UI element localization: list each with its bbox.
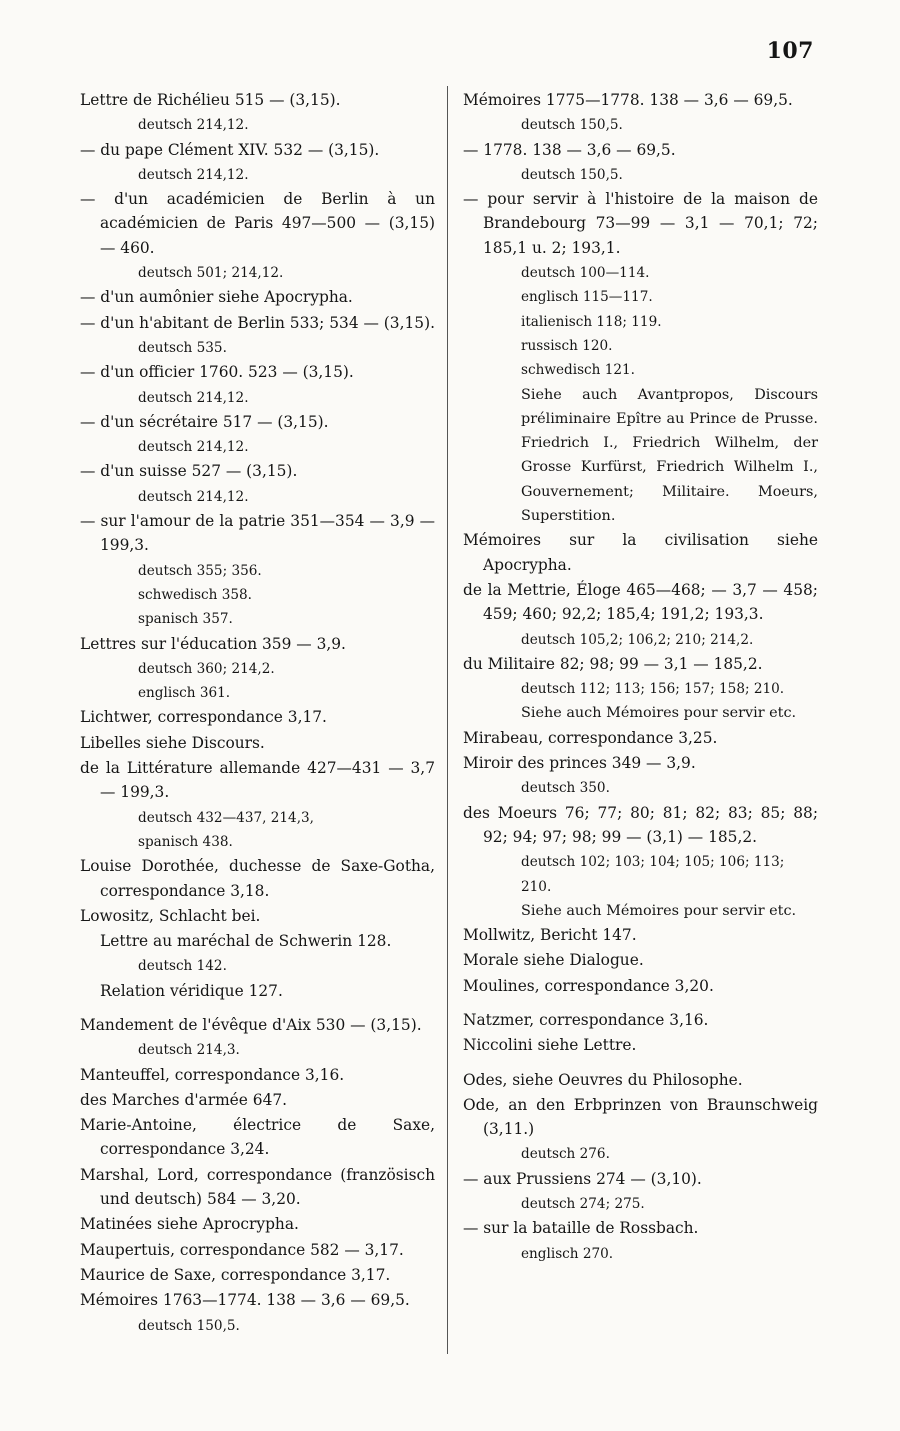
- index-entry: — d'un suisse 527 — (3,15).: [80, 462, 298, 481]
- index-entry: — pour servir à l'histoire de la maison de Brandebourg 73—99 — 3,1 — 70,1; 72; 185,1 u. 2; 193,1.: [463, 190, 818, 257]
- index-entry: Mémoires sur la civilisation siehe Apocrypha.: [463, 531, 818, 574]
- index-entry: Mandement de l'évêque d'Aix 530 — (3,15).: [80, 1015, 422, 1034]
- index-subentry: deutsch 214,3.: [138, 1042, 240, 1059]
- index-subentry: deutsch 150,5.: [521, 117, 623, 134]
- index-entry: Maupertuis, correspondance 582 — 3,17.: [80, 1240, 404, 1259]
- index-column-right: [463, 88, 818, 1266]
- index-subentry: deutsch 214,12.: [138, 488, 249, 505]
- index-entry: — d'un sécrétaire 517 — (3,15).: [80, 412, 329, 431]
- index-subentry: deutsch 432—437, 214,3,: [138, 809, 314, 826]
- index-subentry: deutsch 276.: [521, 1146, 610, 1163]
- index-entry: des Moeurs 76; 77; 80; 81; 82; 83; 85; 88; 92; 94; 97; 98; 99 — (3,1) — 185,2.: [463, 803, 818, 846]
- index-entry: Mémoires 1775—1778. 138 — 3,6 — 69,5.: [463, 91, 793, 109]
- cross-reference-note: Siehe auch Avantpropos, Discours préliminaire Epître au Prince de Prusse. Friedrich I., Friedrich Wilhelm, der Grosse Kurfürst, Friedrich Wilhelm I., Gouvernement; Militaire. Moeurs, Superstition.: [521, 386, 818, 525]
- index-entry: Morale siehe Dialogue.: [463, 951, 644, 970]
- index-entry: du Militaire 82; 98; 99 — 3,1 — 185,2.: [463, 654, 763, 673]
- index-subentry: deutsch 274; 275.: [521, 1196, 645, 1213]
- index-entry: Maurice de Saxe, correspondance 3,17.: [80, 1265, 391, 1284]
- index-entry: Miroir des princes 349 — 3,9.: [463, 754, 696, 773]
- index-entry: des Marches d'armée 647.: [80, 1090, 288, 1109]
- index-entry: Marie-Antoine, électrice de Saxe, correspondance 3,24.: [80, 1116, 435, 1159]
- index-entry: de la Mettrie, Éloge 465—468; — 3,7 — 458; 459; 460; 92,2; 185,4; 191,2; 193,3.: [463, 580, 818, 624]
- index-subentry: deutsch 350.: [521, 780, 610, 797]
- index-entry: — sur la bataille de Rossbach.: [463, 1219, 699, 1238]
- index-entry: Odes, siehe Oeuvres du Philosophe.: [463, 1070, 743, 1089]
- index-entry: Louise Dorothée, duchesse de Saxe-Gotha, correspondance 3,18.: [80, 857, 435, 900]
- index-subentry: spanisch 438.: [138, 833, 233, 850]
- index-entry: Lettres sur l'éducation 359 — 3,9.: [80, 634, 346, 653]
- index-entry: Natzmer, correspondance 3,16.: [463, 1010, 709, 1029]
- index-subentry: deutsch 360; 214,2.: [138, 660, 275, 677]
- index-subentry: deutsch 105,2; 106,2; 210; 214,2.: [521, 631, 754, 648]
- index-subentry: deutsch 102; 103; 104; 105; 106; 113; 210.: [521, 854, 785, 895]
- index-entry: Moulines, correspondance 3,20.: [463, 976, 714, 995]
- index-subentry: deutsch 100—114.: [521, 265, 650, 282]
- index-subentry: deutsch 214,12.: [138, 166, 249, 183]
- cross-reference-note: Siehe auch Mémoires pour servir etc.: [521, 705, 797, 722]
- index-entry: de la Littérature allemande 427—431 — 3,7 — 199,3.: [80, 759, 435, 802]
- index-entry: — d'un h'abitant de Berlin 533; 534 — (3,15).: [80, 313, 435, 332]
- index-entry: Lettre de Richélieu 515 — (3,15).: [80, 91, 341, 109]
- index-entry: Lettre au maréchal de Schwerin 128.: [100, 932, 392, 951]
- index-subentry: schwedisch 121.: [521, 362, 636, 379]
- index-column-left: [80, 88, 435, 1338]
- index-entry: — 1778. 138 — 3,6 — 69,5.: [463, 140, 676, 159]
- page-number: 107: [766, 38, 814, 64]
- index-entry: — du pape Clément XIV. 532 — (3,15).: [80, 140, 380, 159]
- index-subentry: spanisch 357.: [138, 611, 233, 628]
- index-subentry: englisch 361.: [138, 685, 231, 702]
- index-subentry: russisch 120.: [521, 337, 613, 354]
- index-entry: — aux Prussiens 274 — (3,10).: [463, 1169, 702, 1188]
- index-entry: — d'un académicien de Berlin à un académicien de Paris 497—500 — (3,15) — 460.: [80, 190, 435, 257]
- index-subentry: italienisch 118; 119.: [521, 313, 662, 330]
- index-entry: Mollwitz, Bericht 147.: [463, 926, 637, 945]
- index-entry: — d'un officier 1760. 523 — (3,15).: [80, 363, 354, 382]
- index-subentry: englisch 115—117.: [521, 289, 653, 306]
- index-subentry: deutsch 501; 214,12.: [138, 265, 284, 282]
- index-subentry: deutsch 150,5.: [138, 1317, 240, 1334]
- cross-reference-note: Siehe auch Mémoires pour servir etc.: [521, 902, 797, 919]
- index-subentry: deutsch 214,12.: [138, 389, 249, 406]
- index-entry: — sur l'amour de la patrie 351—354 — 3,9 — 199,3.: [80, 512, 435, 555]
- index-entry: Lowositz, Schlacht bei.: [80, 906, 261, 925]
- index-entry: Mémoires 1763—1774. 138 — 3,6 — 69,5.: [80, 1291, 410, 1310]
- index-entry: Manteuffel, correspondance 3,16.: [80, 1065, 345, 1084]
- index-subentry: schwedisch 358.: [138, 586, 253, 603]
- index-subentry: deutsch 150,5.: [521, 166, 623, 183]
- index-entry: Relation véridique 127.: [100, 981, 283, 1000]
- index-entry: Mirabeau, correspondance 3,25.: [463, 728, 718, 747]
- index-entry: Matinées siehe Aprocrypha.: [80, 1215, 299, 1234]
- index-subentry: deutsch 112; 113; 156; 157; 158; 210.: [521, 681, 785, 698]
- index-subentry: deutsch 214,12.: [138, 117, 249, 134]
- index-subentry: deutsch 214,12.: [138, 439, 249, 456]
- index-entry: Ode, an den Erbprinzen von Braunschweig (3,11.): [463, 1095, 818, 1139]
- index-subentry: deutsch 142.: [138, 958, 227, 975]
- index-entry: Niccolini siehe Lettre.: [463, 1036, 637, 1055]
- column-divider: [447, 86, 448, 1354]
- index-subentry: deutsch 535.: [138, 339, 227, 356]
- index-subentry: englisch 270.: [521, 1245, 614, 1262]
- index-entry: Lichtwer, correspondance 3,17.: [80, 708, 327, 727]
- index-entry: — d'un aumônier siehe Apocrypha.: [80, 288, 353, 307]
- index-subentry: deutsch 355; 356.: [138, 562, 262, 579]
- index-entry: Libelles siehe Discours.: [80, 733, 265, 752]
- index-entry: Marshal, Lord, correspondance (französisch und deutsch) 584 — 3,20.: [80, 1165, 435, 1209]
